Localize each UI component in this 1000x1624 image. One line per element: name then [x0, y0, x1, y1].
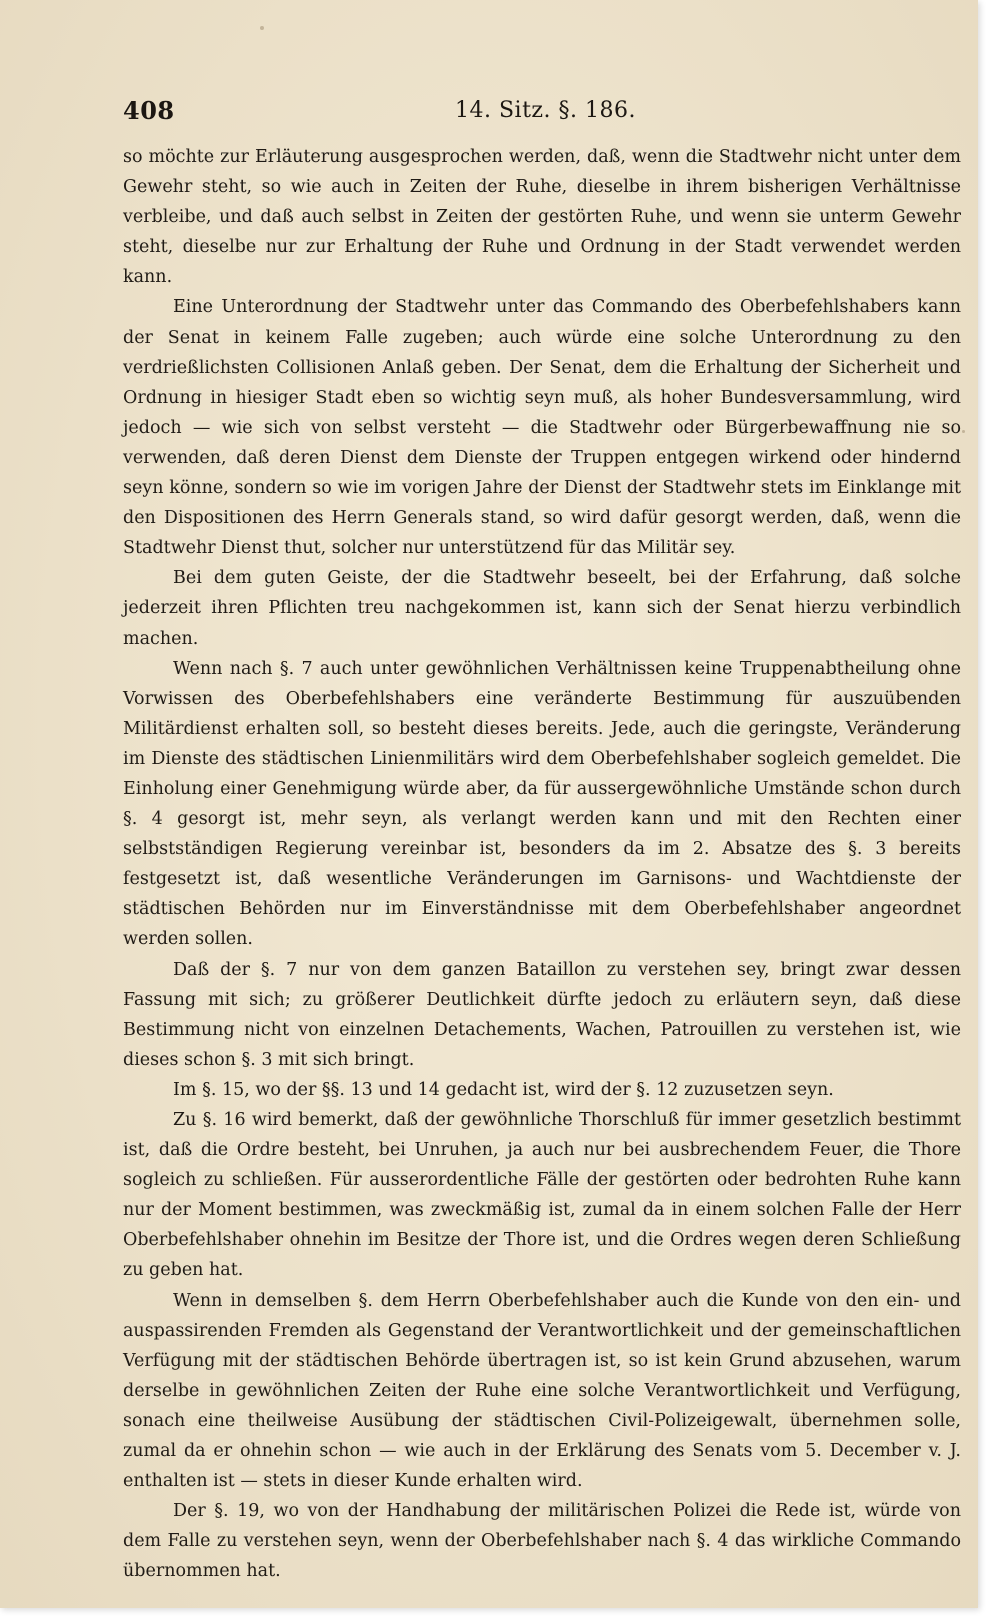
- paper-speck: [890, 998, 893, 1001]
- paragraph: Zu §. 16 wird bemerkt, daß der gewöhnliche Thorschluß für immer gesetzlich bestimmt ist, daß die Ordre besteht, bei Unruhen, ja auch nur bei ausbrechendem Feuer, die Thore sogleich zu schließen. Für ausserordentliche Fälle der gestörten oder bedrohten Ruhe kann nur der Moment bestimmen, was zweckmäßig ist, zumal da in einem solchen Falle der Herr Oberbefehlshaber ohnehin im Besitze der Thore ist, und die Ordres wegen deren Schließung zu geben hat.: [123, 1110, 961, 1281]
- page-number: 408: [123, 96, 175, 125]
- paragraph: Wenn nach §. 7 auch unter gewöhnlichen Verhältnissen keine Truppenabtheilung ohne Vorwissen des Oberbefehlshabers eine veränderte Bestimmung für auszuübenden Militärdienst erhalten soll, so besteht dieses bereits. Jede, auch die geringste, Veränderung im Dienste des städtischen Linienmilitärs wird dem Oberbefehlshaber sogleich gemeldet. Die Einholung einer Genehmigung würde aber, da für aussergewöhnliche Umstände schon durch §. 4 gesorgt ist, mehr seyn, als verlangt werden kann und mit den Rechten einer selbstständigen Regierung vereinbar ist, besonders da im 2. Absatze des §. 3 bereits festgesetzt ist, daß wesentliche Veränderungen im Garnisons- und Wachtdienste der städtischen Behörden nur im Einverständnisse mit dem Oberbefehlshaber angeordnet werden sollen.: [123, 658, 961, 950]
- body-text: [123, 142, 961, 1587]
- paragraph: Eine Unterordnung der Stadtwehr unter das Commando des Oberbefehlshabers kann der Senat in keinem Falle zugeben; auch würde eine solche Unterordnung zu den verdrießlichsten Collisionen Anlaß geben. Der Senat, dem die Erhaltung der Sicherheit und Ordnung in hiesiger Stadt eben so wichtig seyn muß, als hoher Bundesversammlung, wird jedoch — wie sich von selbst versteht — die Stadtwehr oder Bürgerbewaffnung nie so verwenden, daß deren Dienst dem Dienste der Truppen entgegen wirkend oder hindernd seyn könne, sondern so wie im vorigen Jahre der Dienst der Stadtwehr stets im Einklange mit den Dispositionen des Herrn Generals stand, so wird dafür gesorgt werden, daß, wenn die Stadtwehr Dienst thut, solcher nur unterstützend für das Militär sey.: [123, 297, 961, 559]
- paragraph: Bei dem guten Geiste, der die Stadtwehr beseelt, bei der Erfahrung, daß solche jederzeit ihren Pflichten treu nachgekommen ist, kann sich der Senat hierzu verbindlich machen.: [123, 568, 961, 649]
- page-header: [0, 96, 978, 132]
- paragraph: Wenn in demselben §. dem Herrn Oberbefehlshaber auch die Kunde von den ein- und auspassirenden Fremden als Gegenstand der Verantwortlichkeit und der gemeinschaftlichen Verfügung mit der städtischen Behörde übertragen ist, so ist kein Grund abzusehen, warum derselbe in gewöhnlichen Zeiten der Ruhe eine solche Verantwortlichkeit und Verfügung, sonach eine theilweise Ausübung der städtischen Civil-Polizeigewalt, übernehmen solle, zumal da er ohnehin schon — wie auch in der Erklärung des Senats vom 5. December v. J. enthalten ist — stets in dieser Kunde erhalten wird.: [123, 1290, 961, 1492]
- running-head: 14. Sitz. §. 186.: [455, 98, 636, 123]
- paper-speck: [962, 430, 965, 433]
- paragraph: so möchte zur Erläuterung ausgesprochen werden, daß, wenn die Stadtwehr nicht unter dem Gewehr steht, so wie auch in Zeiten der Ruhe, dieselbe in ihrem bisherigen Verhältnisse verbleibe, und daß auch selbst in Zeiten der gestörten Ruhe, und wenn sie unterm Gewehr steht, dieselbe nur zur Erhaltung der Ruhe und Ordnung in der Stadt verwendet werden kann.: [123, 147, 961, 288]
- paragraph: Im §. 15, wo der §§. 13 und 14 gedacht ist, wird der §. 12 zuzusetzen seyn.: [173, 1079, 834, 1100]
- paragraph: Der §. 19, wo von der Handhabung der militärischen Polizei die Rede ist, würde von dem Falle zu verstehen seyn, wenn der Oberbefehlshaber nach §. 4 das wirkliche Commando übernommen hat.: [123, 1501, 961, 1582]
- paragraph: Daß der §. 7 nur von dem ganzen Bataillon zu verstehen sey, bringt zwar dessen Fassung mit sich; zu größerer Deutlichkeit dürfte jedoch zu erläutern seyn, daß diese Bestimmung nicht von einzelnen Detachements, Wachen, Patrouillen zu verstehen ist, wie dieses schon §. 3 mit sich bringt.: [123, 959, 961, 1070]
- paper-speck: [260, 26, 264, 30]
